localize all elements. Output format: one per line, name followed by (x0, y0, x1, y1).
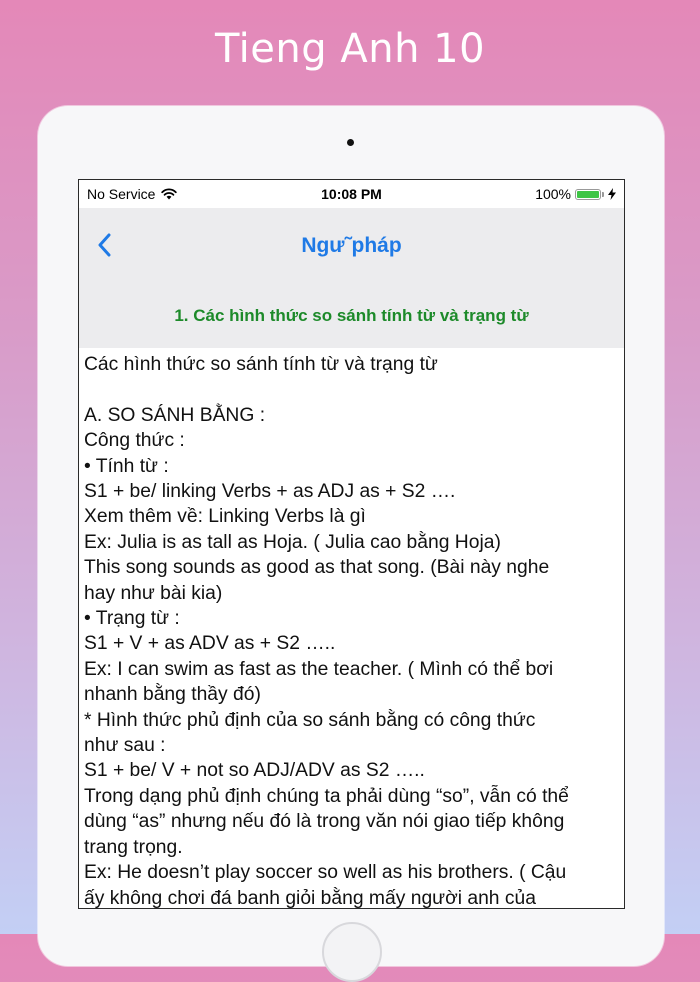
content-line: This song sounds as good as that song. (Bài này nghe (84, 557, 550, 579)
status-time: 10:08 PM (321, 186, 382, 202)
content-line: Xem thêm về: Linking Verbs là gì (84, 506, 366, 528)
status-right (535, 186, 616, 202)
charging-bolt-icon (608, 188, 616, 200)
content-line: Ex: He doesn’t play soccer so well as his brothers. ( Cậu (84, 862, 567, 884)
content-line: Ex: Julia is as tall as Hoja. ( Julia cao bằng Hoja) (84, 531, 501, 553)
camera-icon (347, 139, 354, 146)
battery-fill (577, 191, 599, 198)
content-line: như sau : (84, 735, 166, 757)
content-line: Các hình thức so sánh tính từ và trạng từ (84, 354, 438, 375)
content-line: S1 + V + as ADV as + S2 ….. (84, 633, 336, 655)
content-line: • Trạng từ : (84, 608, 180, 630)
carrier-label: No Service (87, 186, 156, 202)
content-line: Ex: I can swim as fast as the teacher. ( Mình có thể bơi (84, 658, 554, 680)
status-bar (79, 180, 624, 208)
content-line: * Hình thức phủ định của so sánh bằng có công thức (84, 709, 536, 731)
lesson-title: 1. Các hình thức so sánh tính từ và trạng từ (174, 306, 529, 325)
content-line: ấy không chơi đá banh giỏi bằng mấy người anh của (84, 887, 536, 909)
nav-title: Ngư˜pháp (301, 234, 402, 257)
content-line: trang trọng. (84, 836, 183, 858)
app-screen (78, 179, 625, 909)
home-button[interactable] (322, 922, 382, 982)
content-line: dùng “as” nhưng nếu đó là trong văn nói giao tiếp không (84, 811, 565, 833)
content-line (84, 377, 616, 402)
content-line: Công thức : (84, 430, 185, 452)
content-line: hay như bài kia) (84, 582, 223, 604)
battery-icon (575, 189, 601, 200)
battery-percent: 100% (535, 186, 571, 202)
content-line: • Tính từ : (84, 455, 169, 477)
promo-title: Tieng Anh 10 (214, 26, 486, 72)
content-line: A. SO SÁNH BẰNG : (84, 404, 266, 426)
battery-tip (602, 192, 604, 197)
content-line: S1 + be/ V + not so ADJ/ADV as S2 ….. (84, 760, 425, 782)
lesson-content (84, 352, 616, 909)
content-line: Trong dạng phủ định chúng ta phải dùng “so”, vẫn có thể (84, 785, 569, 807)
content-line: nhanh bằng thầy đó) (84, 684, 261, 706)
navigation-header (79, 208, 624, 348)
content-line: S1 + be/ linking Verbs + as ADJ as + S2 …. (84, 481, 456, 503)
